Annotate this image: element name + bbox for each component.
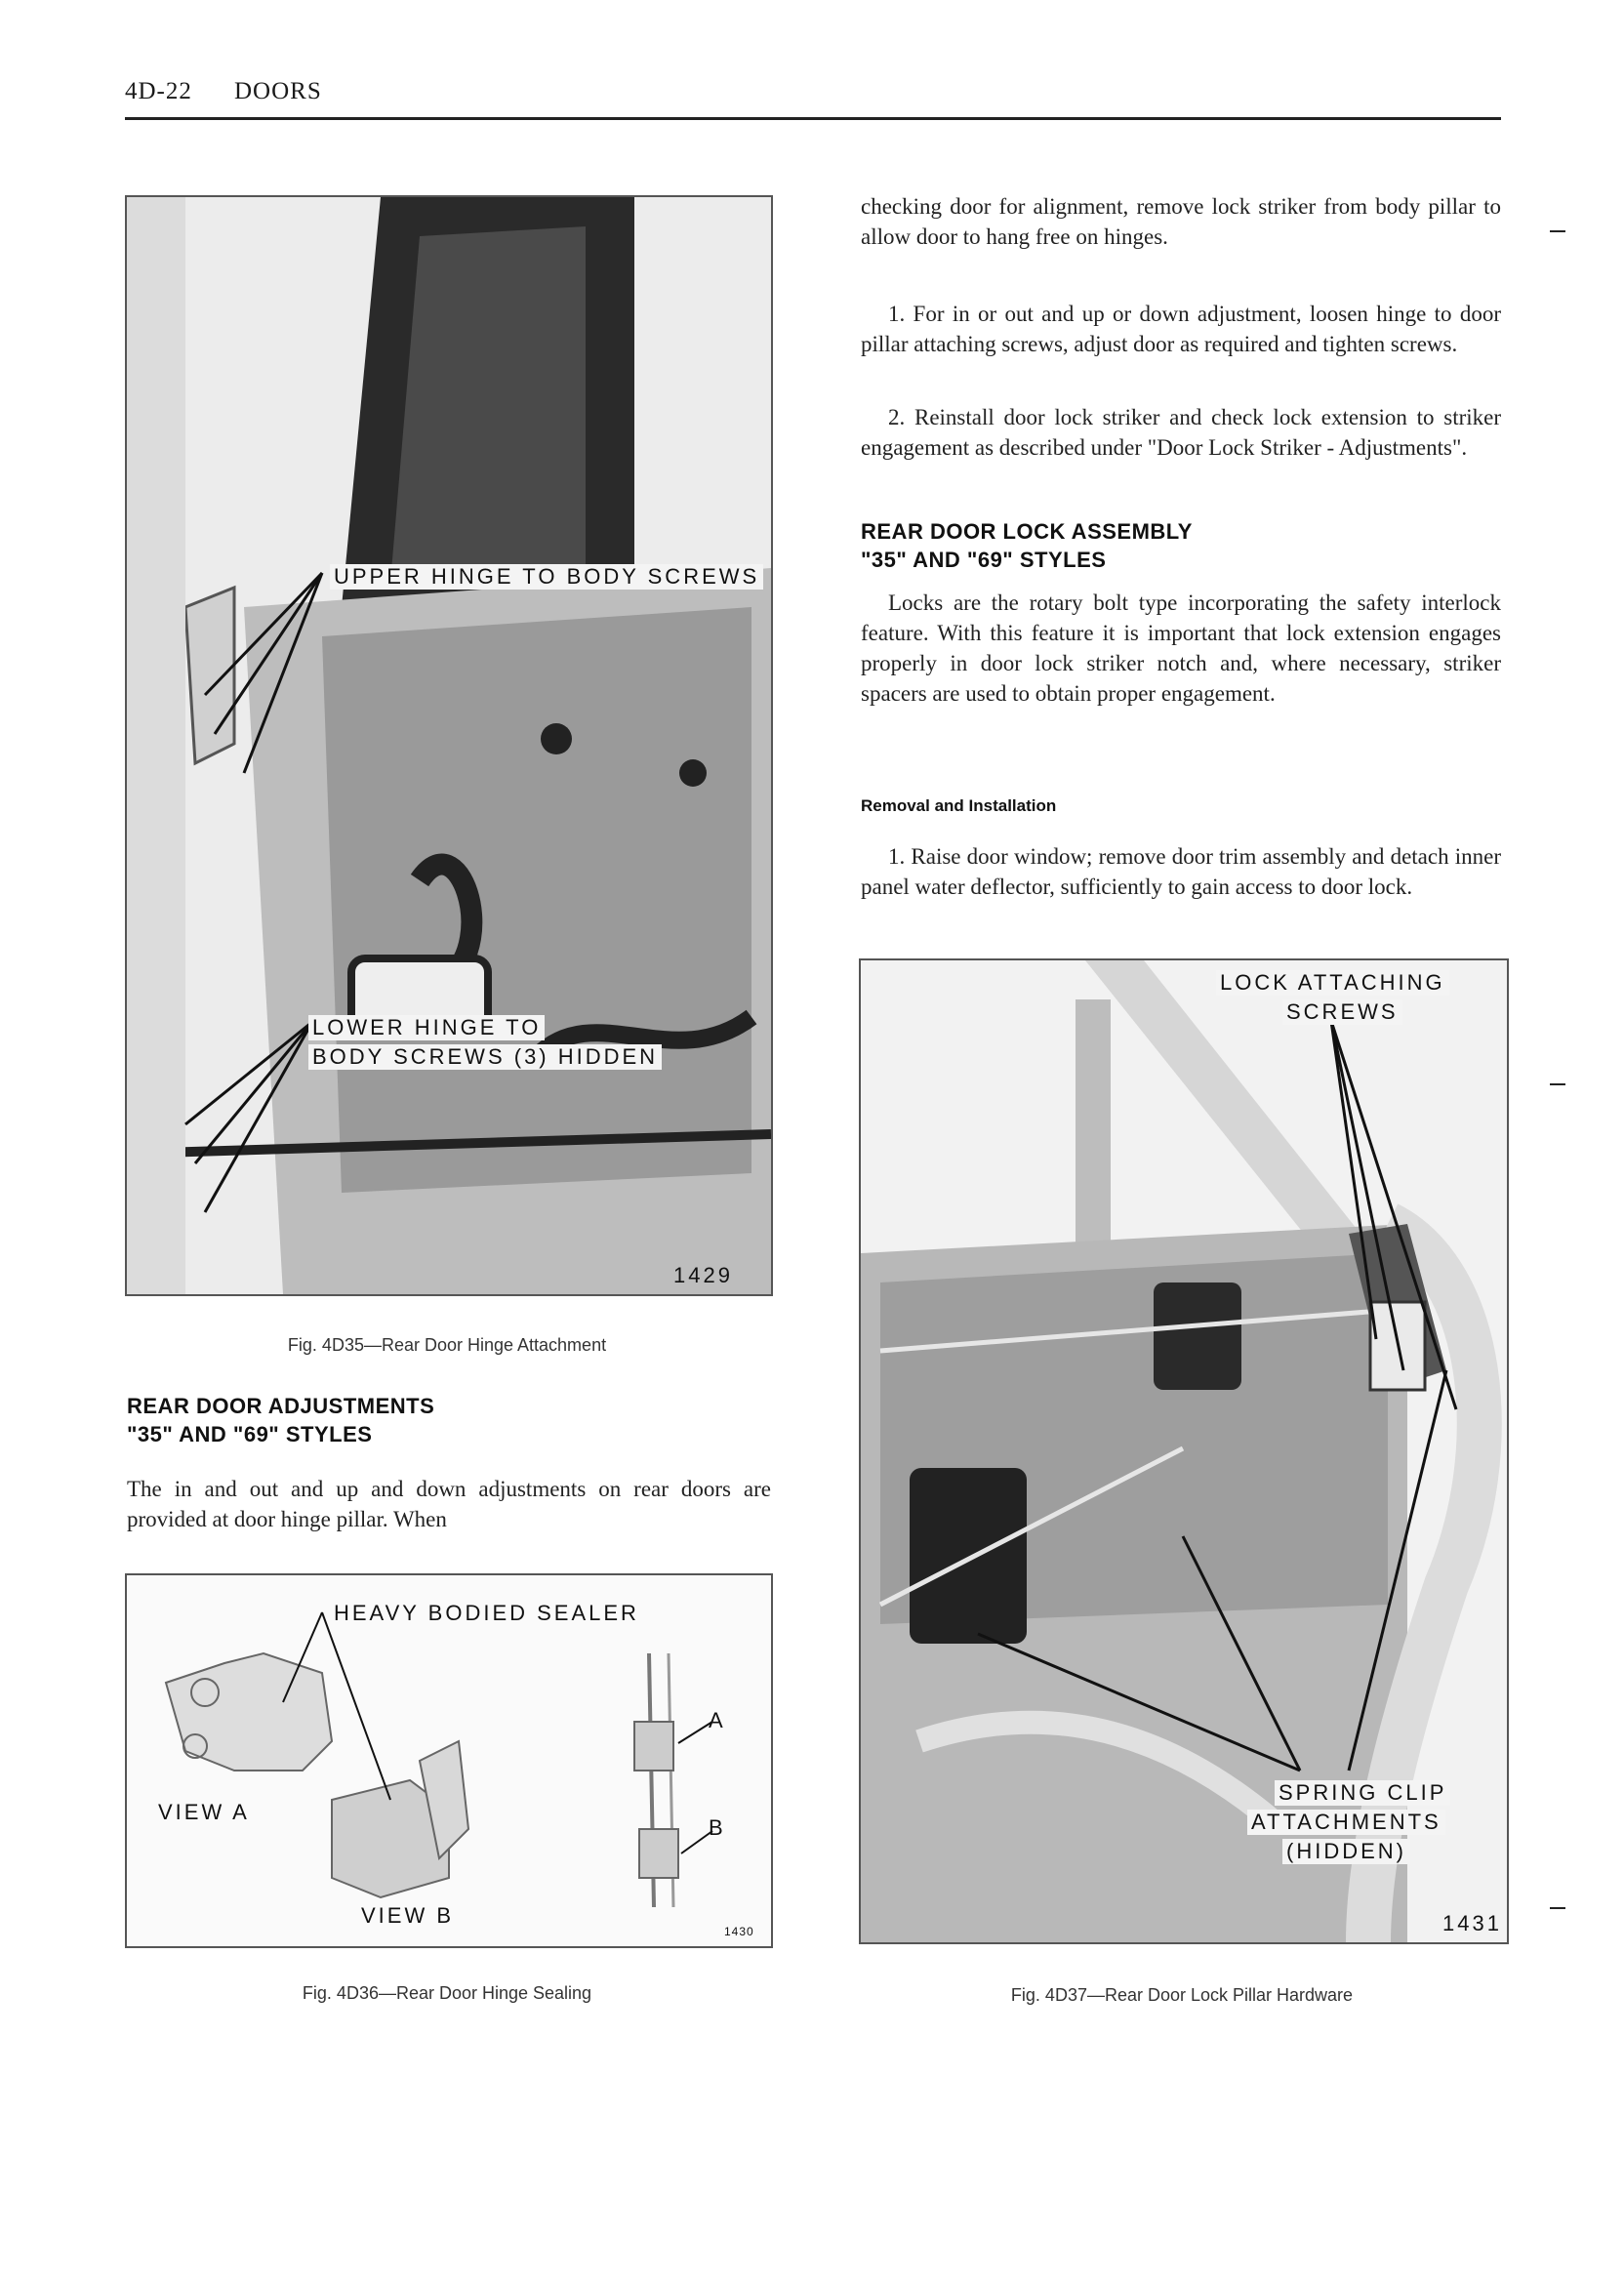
step-removal: 1. Raise door window; remove door trim assembly and detach inner panel water deflector, sufficiently to gain access to door lock.: [861, 844, 1501, 899]
revision-mark: [1550, 230, 1565, 232]
figure-4d35-illustration: [127, 197, 771, 1294]
section-heading-line1: REAR DOOR LOCK ASSEMBLY: [861, 519, 1193, 544]
figure-number: 1430: [724, 1925, 754, 1938]
figure-caption: Fig. 4D37—Rear Door Lock Pillar Hardware: [1010, 1985, 1354, 2005]
callout-lower-hinge-line1: LOWER HINGE TO: [308, 1015, 545, 1040]
label-view-b: VIEW B: [361, 1903, 455, 1928]
figure-4d36-illustration: [127, 1575, 771, 1946]
figure-4d37: [859, 958, 1509, 1944]
paragraph-continued: checking door for alignment, remove lock striker from body pillar to allow door to hang free on hinges.: [861, 194, 1501, 249]
callout-spring-clip-line3: (HIDDEN): [1282, 1839, 1410, 1864]
page-number: 4D-22: [125, 78, 192, 104]
revision-mark: [1550, 1083, 1565, 1085]
subheading: Removal and Installation: [861, 796, 1057, 815]
revision-mark: [1550, 1907, 1565, 1909]
section-heading-line1: REAR DOOR ADJUSTMENTS: [127, 1394, 435, 1418]
callout-lower-hinge-line2: BODY SCREWS (3) HIDDEN: [308, 1044, 662, 1070]
label-b: B: [709, 1815, 726, 1840]
figure-4d35: [125, 195, 773, 1296]
figure-caption: Fig. 4D35—Rear Door Hinge Attachment: [287, 1335, 607, 1355]
paragraph: Locks are the rotary bolt type incorporating the safety interlock feature. With this feature it is important that lock extension engages properly in door lock striker notch and, where necessary, striker spacers are used to obtain proper engagement.: [861, 590, 1501, 706]
callout-upper-hinge-screws: UPPER HINGE TO BODY SCREWS: [330, 564, 763, 590]
callout-lock-attaching-line2: SCREWS: [1282, 999, 1402, 1025]
callout-spring-clip-line1: SPRING CLIP: [1275, 1780, 1450, 1806]
label-view-a: VIEW A: [158, 1800, 250, 1824]
figure-caption: Fig. 4D36—Rear Door Hinge Sealing: [302, 1983, 592, 2003]
figure-number: 1429: [673, 1263, 733, 1287]
figure-4d36: [125, 1573, 773, 1948]
figure-number: 1431: [1442, 1911, 1502, 1935]
section-heading-line2: "35" AND "69" STYLES: [127, 1422, 373, 1446]
section-heading: [127, 1392, 771, 1448]
section-heading: [861, 517, 1501, 574]
callout-spring-clip-line2: ATTACHMENTS: [1247, 1810, 1445, 1835]
section-heading-line2: "35" AND "69" STYLES: [861, 548, 1107, 572]
section-title: DOORS: [234, 78, 322, 104]
callout-lock-attaching-line1: LOCK ATTACHING: [1216, 970, 1449, 996]
page-header: [125, 74, 1501, 120]
callout-heavy-bodied-sealer: HEAVY BODIED SEALER: [334, 1601, 639, 1625]
step-1: 1. For in or out and up or down adjustment, loosen hinge to door pillar attaching screws, adjust door as required and tighten screws.: [861, 302, 1501, 356]
step-2: 2. Reinstall door lock striker and check lock extension to striker engagement as described under "Door Lock Striker - Adjustments".: [861, 405, 1501, 460]
label-a: A: [709, 1708, 726, 1732]
paragraph: The in and out and up and down adjustments on rear doors are provided at door hinge pillar. When: [127, 1477, 771, 1531]
